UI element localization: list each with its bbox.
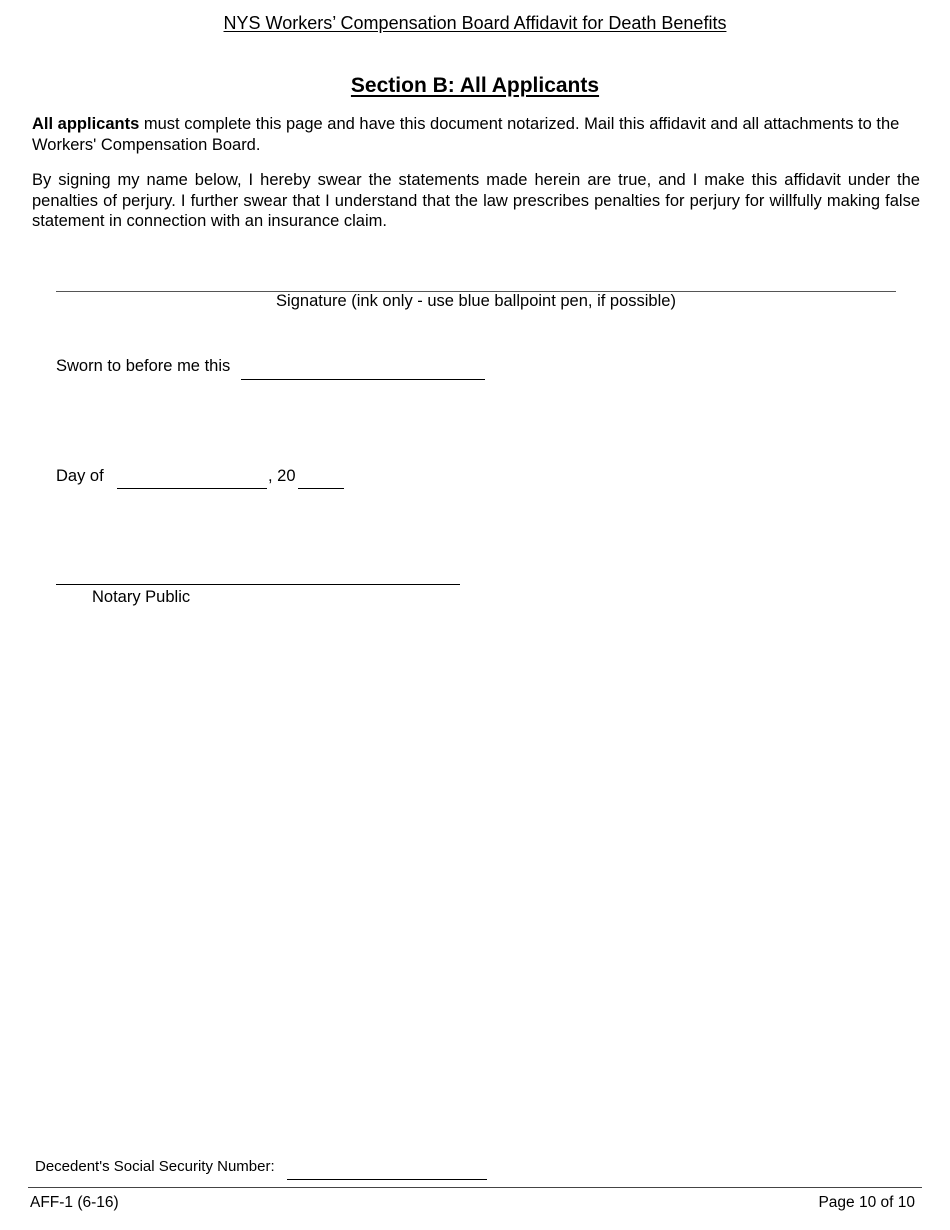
instructions-text: must complete this page and have this document notarized. Mail this affidavit and all attachments to the Workers' Compensation Board.: [32, 115, 900, 154]
ssn-label: Decedent's Social Security Number:: [35, 1158, 275, 1175]
sworn-label: Sworn to before me this: [56, 357, 231, 375]
sworn-date-field[interactable]: [241, 379, 485, 380]
perjury-statement: By signing my name below, I hereby swear the statements made herein are true, and I make this affidavit under the penalties of perjury. I further swear that I understand that the law prescribes penalties for perjury for willfully making false statement in connection with an insurance claim.: [32, 171, 920, 230]
notary-public-label: Notary Public: [92, 588, 191, 606]
year-prefix: , 20: [268, 467, 296, 485]
year-field[interactable]: [298, 488, 344, 489]
ssn-field[interactable]: [287, 1179, 487, 1180]
section-heading: Section B: All Applicants: [350, 74, 600, 97]
notary-signature-field[interactable]: [56, 584, 460, 585]
instructions-bold-lead: All applicants: [32, 115, 140, 133]
document-title: NYS Workers’ Compensation Board Affidavit for Death Benefits: [223, 13, 727, 33]
day-of-label: Day of: [56, 467, 104, 485]
signature-caption: Signature (ink only - use blue ballpoint pen, if possible): [276, 292, 676, 310]
month-field[interactable]: [117, 488, 267, 489]
footer-divider: [28, 1187, 922, 1188]
form-code: AFF-1 (6-16): [30, 1194, 119, 1211]
page-number: Page 10 of 10: [818, 1194, 915, 1211]
instructions-paragraph: [32, 114, 920, 155]
